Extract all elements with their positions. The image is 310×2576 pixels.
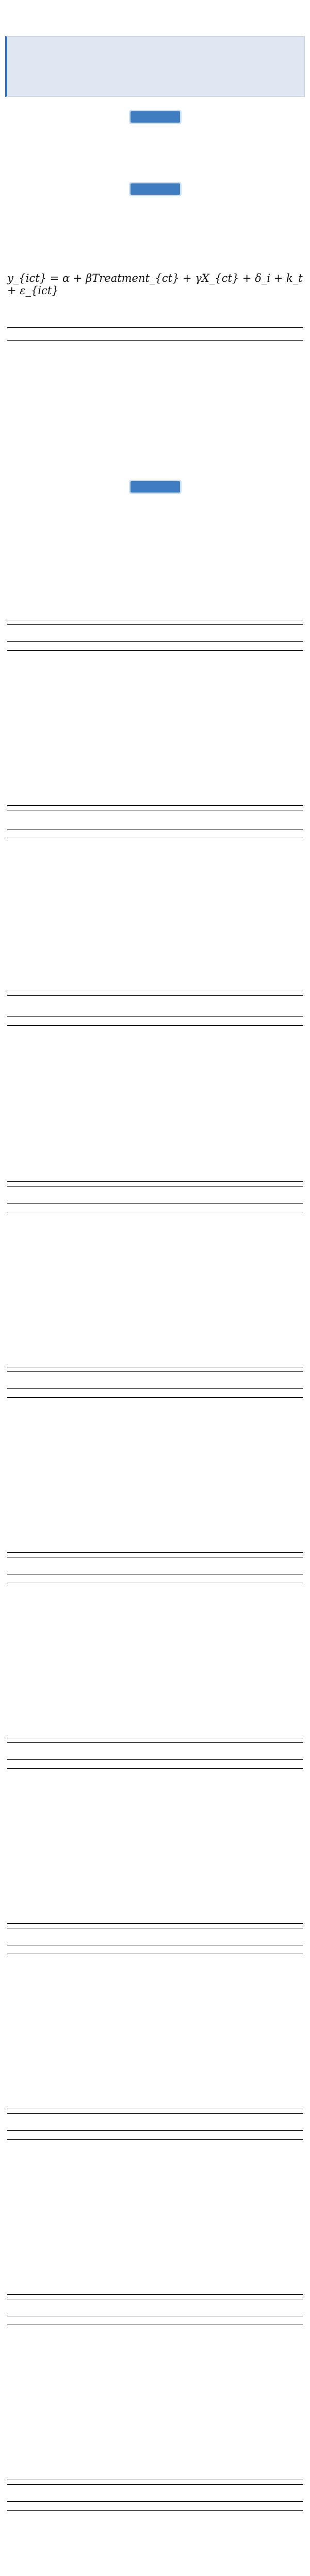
- regression-table-2: [7, 804, 303, 984]
- table-stat-cell: [67, 1210, 126, 1212]
- table-stat-cell: [185, 1581, 244, 1583]
- paragraph-results-1: [7, 500, 303, 613]
- table-stat-cell: [243, 2323, 303, 2325]
- summary-cell: [67, 339, 126, 341]
- table-stat-row: [7, 648, 303, 651]
- table-stat-cell: [67, 1395, 126, 1398]
- table-stat-cell: [7, 836, 67, 838]
- summary-cell: [125, 339, 185, 341]
- summary-cell: [7, 339, 67, 341]
- regression-table-3: [7, 989, 303, 1170]
- summary-stats-table: [7, 327, 303, 341]
- table-stat-cell: [185, 1210, 244, 1212]
- table-stat-cell: [7, 1395, 67, 1398]
- table-stat-cell: [243, 1581, 303, 1583]
- table-stat-cell: [243, 2137, 303, 2140]
- summary-table: [7, 326, 303, 470]
- regression-table-10: [7, 2293, 303, 2473]
- regression-formula: y_{ict} = α + βTreatment_{ct} + γX_{ct} + δ_i + k_t + ε_{ict}: [7, 272, 303, 297]
- table-stat-cell: [125, 1023, 185, 1026]
- table-stat-row: [7, 1023, 303, 1026]
- table-stat-cell: [125, 836, 185, 838]
- table-stat-cell: [67, 1581, 126, 1583]
- table-stat-cell: [243, 1210, 303, 1212]
- reference-citation: [5, 12, 305, 33]
- summary-cell: [185, 339, 244, 341]
- table-stat-cell: [243, 1395, 303, 1398]
- abstract-box: [5, 36, 305, 97]
- paragraph-design-1: [7, 202, 303, 269]
- regression-results: [7, 2109, 303, 2140]
- regression-table-7: [7, 1736, 303, 1917]
- table-stat-cell: [243, 648, 303, 651]
- table-stat-cell: [67, 1952, 126, 1954]
- table-stat-cell: [67, 648, 126, 651]
- table-stat-cell: [125, 2323, 185, 2325]
- table-stat-cell: [243, 1766, 303, 1769]
- table-stat-cell: [243, 1952, 303, 1954]
- table-stat-cell: [7, 1023, 67, 1026]
- section-title-background: [130, 111, 180, 123]
- table-stat-cell: [67, 2323, 126, 2325]
- table-stat-cell: [185, 836, 244, 838]
- regression-results: [7, 1738, 303, 1769]
- regression-results: [7, 620, 303, 651]
- regression-results: [7, 1923, 303, 1954]
- journal-header: [5, 3, 232, 10]
- table-stat-cell: [7, 648, 67, 651]
- table-stat-row: [7, 1210, 303, 1212]
- regression-table-1: [7, 618, 303, 799]
- regression-table-11: [7, 2478, 303, 2576]
- table-stat-cell: [7, 1210, 67, 1212]
- section-bar-background: [0, 109, 310, 125]
- table-stat-row: [7, 1395, 303, 1398]
- regression-table-6: [7, 1551, 303, 1731]
- table-stat-cell: [7, 1766, 67, 1769]
- table-stat-cell: [243, 2508, 303, 2511]
- summary-row: [7, 339, 303, 341]
- table-stat-cell: [185, 1023, 244, 1026]
- paragraph-design-2: [7, 292, 303, 323]
- table-stat-cell: [185, 648, 244, 651]
- table-stat-cell: [243, 1023, 303, 1026]
- table-stat-cell: [67, 1023, 126, 1026]
- table-stat-cell: [185, 1952, 244, 1954]
- regression-results: [7, 1552, 303, 1583]
- table-stat-cell: [7, 1581, 67, 1583]
- table-stat-row: [7, 1952, 303, 1954]
- section-bar-design: [0, 181, 310, 197]
- table-stat-cell: [185, 2508, 244, 2511]
- regression-table-4: [7, 1180, 303, 1360]
- table-stat-row: [7, 2323, 303, 2325]
- table-stat-cell: [7, 2323, 67, 2325]
- regression-results: [7, 805, 303, 838]
- regression-results: [7, 1367, 303, 1398]
- section-title-design: [130, 183, 180, 195]
- table-stat-cell: [67, 1766, 126, 1769]
- regression-table-9: [7, 2107, 303, 2287]
- table-stat-cell: [125, 1395, 185, 1398]
- section-title-results: [130, 481, 180, 493]
- table-stat-cell: [67, 2137, 126, 2140]
- section-bar-results: [0, 479, 310, 495]
- table-stat-cell: [7, 2137, 67, 2140]
- table-stat-cell: [125, 2508, 185, 2511]
- table-stat-row: [7, 1766, 303, 1769]
- table-stat-cell: [125, 1210, 185, 1212]
- regression-results: [7, 1181, 303, 1212]
- paragraph-background: [7, 130, 303, 176]
- table-stat-cell: [243, 836, 303, 838]
- table-stat-cell: [7, 1952, 67, 1954]
- table-stat-row: [7, 836, 303, 838]
- table-stat-cell: [125, 1581, 185, 1583]
- regression-results: [7, 2294, 303, 2325]
- table-stat-row: [7, 1581, 303, 1583]
- table-stat-cell: [185, 1395, 244, 1398]
- table-stat-cell: [125, 648, 185, 651]
- summary-cell: [243, 339, 303, 341]
- table-stat-row: [7, 2137, 303, 2140]
- regression-table-5: [7, 1365, 303, 1546]
- table-stat-cell: [125, 2137, 185, 2140]
- table-stat-cell: [185, 2137, 244, 2140]
- table-stat-cell: [125, 1952, 185, 1954]
- table-stat-cell: [185, 1766, 244, 1769]
- table-stat-cell: [125, 1766, 185, 1769]
- table-stat-cell: [67, 836, 126, 838]
- table-stat-row: [7, 2508, 303, 2511]
- regression-results: [7, 2480, 303, 2511]
- table-stat-cell: [185, 2323, 244, 2325]
- regression-table-8: [7, 1922, 303, 2102]
- regression-results: [7, 991, 303, 1026]
- table-stat-cell: [7, 2508, 67, 2511]
- table-stat-cell: [67, 2508, 126, 2511]
